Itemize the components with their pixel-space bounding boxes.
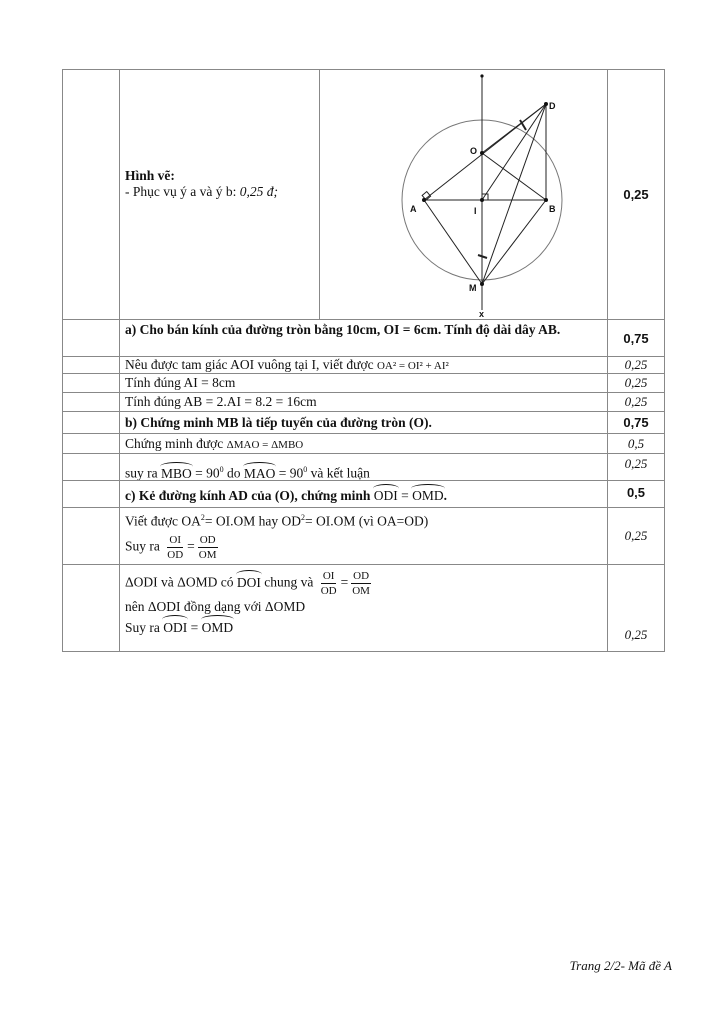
label-x: x — [479, 309, 485, 319]
label-m: M — [469, 283, 477, 293]
figure-heading: Hình vẽ: — [125, 168, 175, 183]
figure-row — [63, 70, 664, 319]
part-b-line1: Chứng minh được ΔMAO = ΔMBO 0,5 — [63, 433, 664, 453]
figure-line: - Phục vụ ý a và ý b: 0,25 đ; — [125, 184, 278, 199]
line-bm — [482, 200, 546, 284]
part-a-row — [63, 319, 664, 356]
page-footer: Trang 2/2- Mã đề A — [569, 958, 672, 973]
answer-table — [62, 69, 665, 652]
part-a-line2: Tính đúng AI = 8cm 0,25 — [63, 373, 664, 392]
line-dm — [482, 104, 546, 284]
part-b-row: b) Chứng minh MB là tiếp tuyến của đường tròn (O). 0,75 — [63, 411, 664, 433]
part-c-block2: ΔODI và ΔOMD có DOI chung và $\frac{OI}{OD}$ = $\frac{OD}{OM}$ nên ΔODI đồng dạng với ΔOMD Suy ra ODI = OMD 0,25 — [63, 564, 664, 651]
part-a-line1: Nêu được tam giác AOI vuông tại I, viết được OA² = OI² + AI² 0,25 — [63, 356, 664, 373]
fraction-od-om: $\frac{OD}{OM}$ — [198, 533, 217, 561]
part-a-title: a) Cho bán kính của đường tròn bằng 10cm, OI = 6cm. Tính độ dài dây AB. — [125, 322, 561, 337]
part-c-block1: Viết được $OA^2= OI.OM$ hay $OD^2= OI.OM$ (vì OA=OD) Suy ra $\frac{OI}{OD}$ = $\frac{OD}{OM}$ 0,25 — [63, 507, 664, 564]
angle-odi: ODI — [373, 488, 398, 503]
geometry-figure — [320, 70, 609, 319]
figure-score: 0,25 — [607, 70, 664, 319]
label-o: O — [470, 146, 478, 156]
part-c-row: c) Kẻ đường kính AD của (O), chứng minh ODI = OMD. 0,5 — [63, 480, 664, 507]
figure-caption — [125, 168, 315, 200]
part-a-line3: Tính đúng AB = 2.AI = 8.2 = 16cm 0,25 — [63, 392, 664, 411]
label-b: B — [549, 204, 556, 214]
label-d: D — [549, 101, 556, 111]
angle-mao: MAO — [243, 465, 276, 481]
part-a-score: 0,75 — [607, 320, 664, 356]
label-i: I — [474, 206, 477, 216]
angle-omd: OMD — [412, 488, 444, 503]
line-do — [482, 104, 546, 153]
line-di — [482, 104, 546, 200]
angle-doi: DOI — [236, 574, 261, 590]
part-b-line2: suy ra MBO = $90^0$ do MAO = $90^0$ và kết luận 0,25 — [63, 453, 664, 480]
label-a: A — [410, 204, 417, 214]
fraction-oi-od: $\frac{OI}{OD}$ — [167, 533, 184, 561]
part-b-title: b) Chứng minh MB là tiếp tuyến của đường tròn (O). — [125, 415, 432, 430]
angle-mbo: MBO — [161, 465, 192, 481]
tick-om — [478, 255, 487, 258]
